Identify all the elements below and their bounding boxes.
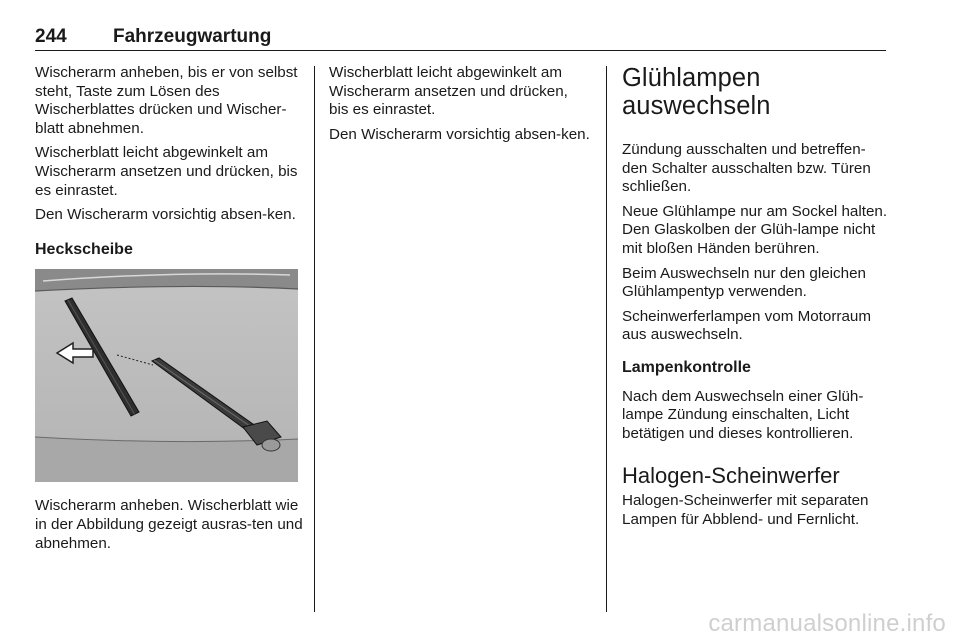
- section-heading-heckscheibe: Heckscheibe: [35, 240, 133, 258]
- paragraph: Den Wischerarm vorsichtig absen-ken.: [329, 125, 590, 143]
- paragraph: Beim Auswechseln nur den gleichen Glühlampentyp verwenden.: [622, 264, 866, 301]
- page-header: [35, 26, 886, 52]
- paragraph: Neue Glühlampe nur am Sockel halten. Den Glaskolben der Glüh-lampe nicht mit bloßen Händen berühren.: [622, 202, 888, 257]
- paragraph: Den Wischerarm vorsichtig absen-ken.: [35, 206, 296, 224]
- header-divider: [35, 50, 886, 51]
- rear-wiper-illustration: [35, 269, 298, 482]
- heading-line: auswechseln: [622, 92, 771, 120]
- watermark: carmanualsonline.info: [708, 610, 946, 637]
- column-1: [35, 64, 303, 559]
- column-3: [622, 64, 888, 536]
- paragraph: Scheinwerferlampen vom Motorraum aus auswechseln.: [622, 307, 871, 344]
- paragraph: Nach dem Auswechseln einer Glüh-lampe Zündung einschalten, Licht betätigen und dieses kontrollieren.: [622, 387, 864, 442]
- paragraph: Halogen-Scheinwerfer mit separaten Lampen für Abblend- und Fernlicht.: [622, 492, 869, 528]
- page-title: Fahrzeugwartung: [113, 26, 272, 47]
- column-2: [329, 64, 591, 150]
- page-number: 244: [35, 26, 67, 47]
- section-heading-halogen: Halogen-Scheinwerfer: [622, 463, 840, 489]
- paragraph: Wischerarm anheben. Wischerblatt wie in der Abbildung gezeigt ausras-ten und abnehmen.: [35, 497, 303, 552]
- section-heading-gluehlampen: [622, 64, 888, 120]
- paragraph: Wischerarm anheben, bis er von selbst steht, Taste zum Lösen des Wischerblattes drücken und Wischer-blatt abnehmen.: [35, 64, 298, 137]
- paragraph: Wischerblatt leicht abgewinkelt am Wischerarm ansetzen und drücken, bis es einrastet.: [35, 144, 298, 199]
- paragraph: Zündung ausschalten und betreffen-den Schalter ausschalten bzw. Türen schließen.: [622, 141, 871, 196]
- paragraph: Wischerblatt leicht abgewinkelt am Wischerarm ansetzen und drücken, bis es einrastet.: [329, 64, 568, 119]
- column-divider-1: [314, 66, 315, 612]
- column-divider-2: [606, 66, 607, 612]
- heading-line: Glühlampen: [622, 64, 761, 92]
- subheading-lampenkontrolle: Lampenkontrolle: [622, 358, 751, 376]
